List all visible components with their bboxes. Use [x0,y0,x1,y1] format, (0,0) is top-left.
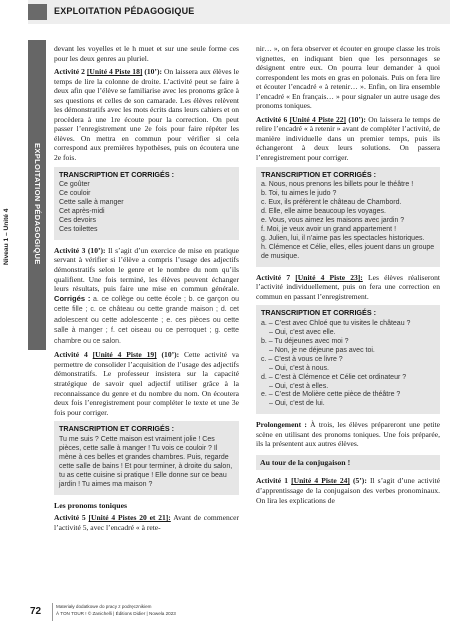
track-ref-link[interactable]: [Unité 4 Piste 19] [92,350,157,360]
right-column [256,44,440,509]
left-column [54,44,239,536]
transcription-box-1: TRANSCRIPTION ET CORRIGÉS : Ce goûter Ce couloir Cette salle à manger Cet après-midi Ces devoirs Ces toilettes [54,167,239,240]
left-intro: devant les voyelles et le h muet et sur une seule forme ces pour les deux genres au pluriel. [54,44,239,63]
header-tab-marker [28,4,47,20]
transcription-box-2: TRANSCRIPTION ET CORRIGÉS : Tu me suis ? Cette maison est vraiment jolie ! Ces pièces, cette salle à manger ! Tu vois ce couloir ? Il mène à ces belles et grandes chambres. Puis, regarde cette salle de bains ! Et pour terminer, à droite du salon, tu as cette cuisine si pratique ! Elle donne sur ce beau jardin ! Tu aimes ma maison ? [54,421,239,494]
activity-4: Activité 4 [Unité 4 Piste 19] (10’): Cette activité va permettre de consolider l’acquisition de l’usage des adjectifs démonstratifs. Le professeur insistera sur la capacité stratégique de savoir quel adjectif utiliser grâce à la reconnaissance du genre et du nombre du nom. On écoutera deux fois l’enregistrement pour compléter le texte et une 3e fois pour corriger. [54,350,239,417]
prolongement: Prolongement : À trois, les élèves prépareront une petite scène en utilisant des pronoms toniques. Une fois préparée, ils la présentent aux autres élèves. [256,420,440,449]
right-intro: nir… », on fera observer et écouter en groupe classe les trois vignettes, en indiquant bien que les personnages se désignent entre eux. On pourra leur demander à quoi correspondent les mots en gras en polonais. Puis on fera lire et écouter l’encadré « à retenir… ». Enfin, on lira ensemble l’encadré « En français… » pour signaler un autre usage des pronoms toniques. [256,44,440,111]
activity-2: Activité 2 [Unité 4 Piste 18] (10’): On laissera aux élèves le temps de lire la colonne de droite. L’activité peut se faire à deux afin que l’élève se familiarise avec les pronoms grâce à ses questions et celles de son camarade. Les élèves relèvent les démonstratifs avec les mots écrits dans leurs cahiers et on procèdera à une 1re écoute pour la correction. On peut passer l’enregistrement une 2e fois pour faire répéter les élèves. On mettra en commun pour vérifier si cela correspond aux premières hypothèses, puis on écoutera une 2e fois. [54,67,240,163]
track-ref-link[interactable]: [Unité 4 Piste 22] [289,114,347,124]
track-ref-link[interactable]: [Unité 4 Piste 23]: [295,272,363,282]
activity-1: Activité 1 [Unité 4 Piste 24] (5’): Il s’agit d’une activité d’apprentissage de la conjugaison des verbes pronominaux. On lira les explications de [256,476,441,505]
transcription-box-4: TRANSCRIPTION ET CORRIGÉS : a. – C’est avec Chloé que tu visites le château ? – Oui, c’est avec elle. b. – Tu déjeunes avec moi ? – Non, je ne déjeune pas avec toi. c. – C’est à vous ce livre ? – Oui, c’est à nous. d. – C’est à Clémence et Célie cet ordinateur ? – Oui, c’est à elles. e. – C’est de Molière cette pièce de théâtre ? – Oui, c’est de lui. [256,305,440,414]
track-ref-link[interactable]: [Unité 4 Piste 18] [86,67,143,77]
activity-6: Activité 6 [Unité 4 Piste 22] (10’): On laissera le temps de relire l’encadré « à retenir » avant de compléter l’activité, de manière individuelle dans un premier temps, puis ils échangeront à deux leurs solutions. On passera l’enregistrement pour corriger. [256,114,441,163]
activity-3: Activité 3 (10’): Il s’agit d’un exercice de mise en pratique servant à vérifier si l’élève a compris l’usage des adjectifs démonstratifs selon le genre et le nombre du nom qu’ils qualifient. Une fois terminé, les élèves peuvent échanger leurs résultats, puis faire une mise en commun générale. Corrigés : a. ce collège ou cette école ; b. ce garçon ou cette fille ; c. ce château ou cette grande maison ; d. cet adolescent ou cette adolescente ; e. ces pièces ou cette salle à manger ; f. cet oiseau ou ce perroquet ; g. cette chambre ou ce salon. [54,245,240,345]
track-ref-link[interactable]: [Unité 4 Piste 24] [291,476,350,486]
section-heading: Les pronoms toniques [54,500,128,510]
footer-divider [52,603,53,621]
footer-credits: Materiały dodatkowe do pracy z podręcznikiem À TON TOUR ! © Zanichelli | Éditions Didier | Nowela 2023 [56,604,176,616]
page-number: 72 [30,606,42,617]
activity-5: Activité 5 [Unité 4 Pistes 20 et 21]: Avant de commencer l’activité 5, avec l’encadré « à rete- [54,513,239,532]
page-header-title: EXPLOITATION PÉDAGOGIQUE [54,6,195,16]
transcription-box-3: TRANSCRIPTION ET CORRIGÉS : a. Nous, nous prenons les billets pour le théâtre ! b. Toi, tu aimes le judo ? c. Eux, ils préfèrent le château de Chambord. d. Elle, elle aime beaucoup les voyages. e. Vous, vous aimez les maisons avec jardin ? f. Moi, je veux avoir un grand appartement ! g. Julien, lui, il n’aime pas les spectacles historiques. h. Clémence et Célie, elles, elles jouent dans un groupe de musique. [256,167,440,267]
activity-7: Activité 7 [Unité 4 Piste 23]: Les élèves réaliseront l’activité individuellement, puis on fera une correction en commun en passant l’enregistrement. [256,272,440,301]
section-heading-conjugaison: Au tour de la conjugaison ! [256,455,440,471]
track-ref-link[interactable]: [Unité 4 Pistes 20 et 21]: [88,513,171,523]
